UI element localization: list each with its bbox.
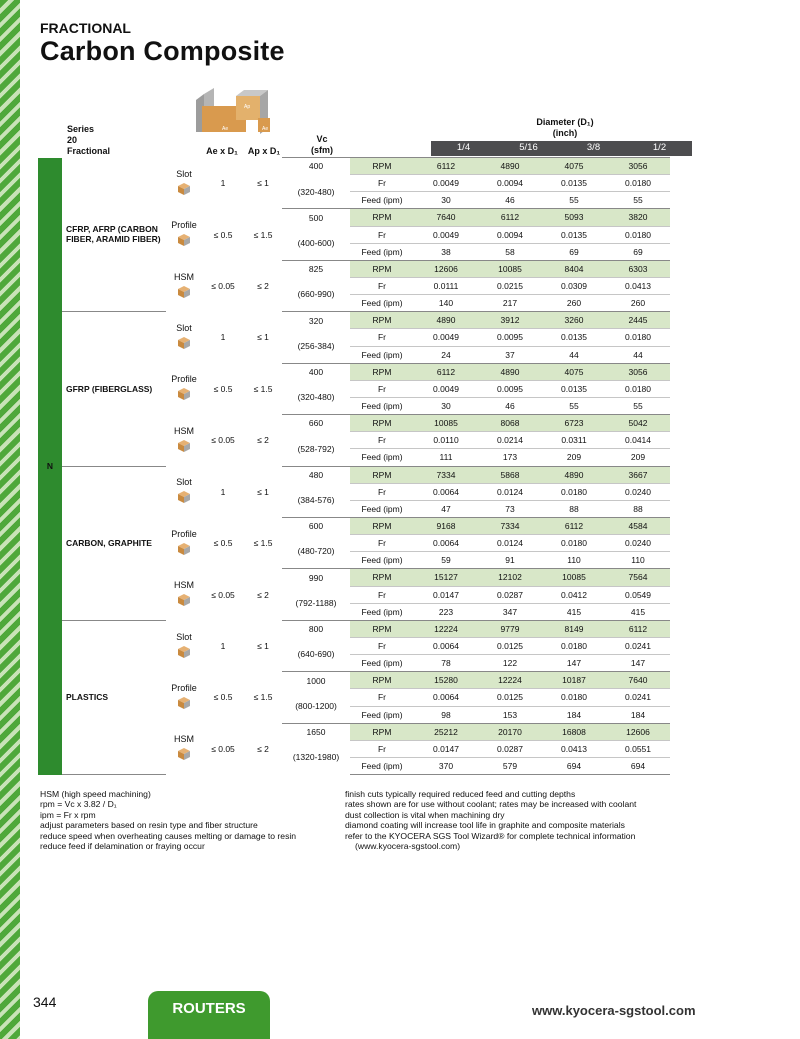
value-cell: 209	[542, 449, 606, 466]
cube-icon	[177, 496, 191, 506]
material-name: CARBON, GRAPHITE	[62, 466, 166, 620]
value-cell: 6112	[414, 158, 478, 175]
operation-label: HSM	[174, 580, 194, 591]
operation-cell	[166, 312, 202, 363]
value-cell: 147	[606, 655, 670, 672]
value-cell: 0.0240	[606, 483, 670, 500]
param-label: RPM	[350, 517, 414, 534]
value-cell: 217	[478, 295, 542, 312]
value-cell: 47	[414, 500, 478, 517]
value-cell: 59	[414, 552, 478, 569]
value-cell: 24	[414, 346, 478, 363]
param-label: Fr	[350, 226, 414, 243]
operation-label: Slot	[176, 322, 192, 333]
param-label: Fr	[350, 535, 414, 552]
value-cell: 46	[478, 397, 542, 414]
diameter-col-0: 1/4	[456, 142, 471, 153]
vc-header: Vc (sfm)	[311, 134, 333, 155]
value-cell: 0.0180	[606, 175, 670, 192]
material-name: GFRP (FIBERGLASS)	[62, 312, 166, 466]
vc-range: (320-480)	[297, 392, 335, 403]
value-cell: 0.0180	[606, 380, 670, 397]
value-cell: 0.0064	[414, 637, 478, 654]
cut-diagram	[196, 88, 278, 138]
value-cell: 25212	[414, 723, 478, 740]
diameter-col-1: 5/16	[519, 142, 538, 153]
value-cell: 0.0049	[414, 380, 478, 397]
value-cell: 58	[478, 243, 542, 260]
ap-value: ≤ 2	[257, 281, 269, 292]
ae-value: ≤ 0.05	[211, 743, 235, 754]
param-label: Fr	[350, 586, 414, 603]
value-cell: 10187	[542, 672, 606, 689]
value-cell: 88	[606, 500, 670, 517]
value-cell: 140	[414, 295, 478, 312]
value-cell: 78	[414, 655, 478, 672]
ae-value: ≤ 0.5	[213, 538, 233, 549]
ae-value: 1	[220, 332, 226, 343]
group-letter: N	[38, 158, 62, 775]
value-cell: 0.0064	[414, 689, 478, 706]
value-cell: 0.0095	[478, 329, 542, 346]
ae-header: Ae x D₁	[206, 146, 238, 156]
param-label: RPM	[350, 312, 414, 329]
value-cell: 110	[542, 552, 606, 569]
value-cell: 5868	[478, 466, 542, 483]
vc-value: 990	[282, 569, 350, 586]
notes-right: finish cuts typically required reduced feed and cutting depths rates shown are for use without coolant; rates may be increased with coolant dust collection is vital when machining dry diamond coating will increase tool life in graphite and composite materials refer to the KYOCERA SGS Tool Wizard® for complete technical information (www.kyocera-sgstool.com)	[345, 789, 637, 852]
param-label: Fr	[350, 329, 414, 346]
value-cell: 91	[478, 552, 542, 569]
value-cell: 260	[542, 295, 606, 312]
param-label: RPM	[350, 723, 414, 740]
value-cell: 0.0110	[414, 432, 478, 449]
value-cell: 122	[478, 655, 542, 672]
param-label: Fr	[350, 175, 414, 192]
value-cell: 55	[542, 397, 606, 414]
value-cell: 30	[414, 397, 478, 414]
vc-value: 480	[282, 466, 350, 483]
value-cell: 0.0241	[606, 689, 670, 706]
operation-cell	[166, 569, 202, 620]
value-cell: 4890	[542, 466, 606, 483]
value-cell: 3056	[606, 363, 670, 380]
value-cell: 0.0413	[542, 740, 606, 757]
value-cell: 15280	[414, 672, 478, 689]
value-cell: 0.0049	[414, 226, 478, 243]
param-label: RPM	[350, 672, 414, 689]
value-cell: 3260	[542, 312, 606, 329]
ap-value: ≤ 1.5	[253, 538, 273, 549]
vc-value: 400	[282, 158, 350, 175]
value-cell: 8404	[542, 260, 606, 277]
value-cell: 4584	[606, 517, 670, 534]
ae-value: 1	[220, 486, 226, 497]
speeds-feeds-table	[38, 157, 670, 775]
param-label: Feed (ipm)	[350, 757, 414, 774]
value-cell: 0.0147	[414, 586, 478, 603]
cube-icon	[177, 445, 191, 455]
value-cell: 0.0180	[542, 535, 606, 552]
value-cell: 153	[478, 706, 542, 723]
vc-range: (400-600)	[297, 237, 335, 248]
value-cell: 0.0215	[478, 277, 542, 294]
value-cell: 0.0412	[542, 586, 606, 603]
value-cell: 38	[414, 243, 478, 260]
value-cell: 9168	[414, 517, 478, 534]
value-cell: 0.0064	[414, 535, 478, 552]
value-cell: 73	[478, 500, 542, 517]
param-label: Feed (ipm)	[350, 706, 414, 723]
ae-value: ≤ 0.05	[211, 435, 235, 446]
value-cell: 7564	[606, 569, 670, 586]
operation-label: HSM	[174, 425, 194, 436]
value-cell: 0.0549	[606, 586, 670, 603]
value-cell: 37	[478, 346, 542, 363]
operation-cell	[166, 517, 202, 568]
ap-value: ≤ 1	[257, 178, 269, 189]
value-cell: 0.0049	[414, 175, 478, 192]
page-number: 344	[33, 994, 57, 1010]
operation-cell	[166, 415, 202, 466]
param-label: Feed (ipm)	[350, 603, 414, 620]
value-cell: 0.0125	[478, 637, 542, 654]
value-cell: 12224	[414, 620, 478, 637]
ap-value: ≤ 2	[257, 743, 269, 754]
ap-header: Ap x D₁	[247, 146, 281, 156]
vc-range: (660-990)	[297, 289, 335, 300]
value-cell: 5093	[542, 209, 606, 226]
vc-range: (384-576)	[297, 495, 335, 506]
operation-cell	[166, 466, 202, 517]
param-label: Feed (ipm)	[350, 655, 414, 672]
value-cell: 0.0135	[542, 329, 606, 346]
ae-value: ≤ 0.05	[211, 589, 235, 600]
table-row	[38, 466, 670, 483]
param-label: RPM	[350, 620, 414, 637]
value-cell: 46	[478, 192, 542, 209]
param-label: Fr	[350, 483, 414, 500]
value-cell: 20170	[478, 723, 542, 740]
value-cell: 7334	[414, 466, 478, 483]
vc-range: (792-1188)	[295, 597, 337, 608]
value-cell: 6112	[414, 363, 478, 380]
website-link[interactable]: www.kyocera-sgstool.com	[532, 1003, 696, 1018]
value-cell: 184	[542, 706, 606, 723]
operation-cell	[166, 158, 202, 209]
value-cell: 3667	[606, 466, 670, 483]
value-cell: 8149	[542, 620, 606, 637]
value-cell: 30	[414, 192, 478, 209]
value-cell: 0.0094	[478, 226, 542, 243]
value-cell: 173	[478, 449, 542, 466]
notes-left: HSM (high speed machining) rpm = Vc x 3.82 / D₁ ipm = Fr x rpm adjust parameters based on resin type and fiber structure reduce speed when overheating causes melting or damage to resin reduce feed if delamination or fraying occur	[40, 789, 297, 852]
operation-label: Profile	[171, 682, 197, 693]
operation-cell	[166, 363, 202, 414]
operation-label: Slot	[176, 631, 192, 642]
operation-label: Profile	[171, 528, 197, 539]
page-title: Carbon Composite	[40, 36, 285, 66]
table-row	[38, 312, 670, 329]
param-label: Fr	[350, 637, 414, 654]
ap-value: ≤ 1	[257, 641, 269, 651]
param-label: Feed (ipm)	[350, 552, 414, 569]
value-cell: 0.0214	[478, 432, 542, 449]
diameter-col-3: 1/2	[652, 142, 667, 153]
vc-value: 320	[282, 312, 350, 329]
ap-value: ≤ 1	[257, 486, 269, 497]
value-cell: 0.0135	[542, 380, 606, 397]
value-cell: 69	[606, 243, 670, 260]
vc-range: (480-720)	[297, 546, 335, 557]
value-cell: 347	[478, 603, 542, 620]
ae-label-2: Ae	[262, 126, 269, 132]
value-cell: 44	[606, 346, 670, 363]
value-cell: 694	[606, 757, 670, 774]
value-cell: 0.0180	[542, 689, 606, 706]
value-cell: 12224	[478, 672, 542, 689]
param-label: RPM	[350, 415, 414, 432]
value-cell: 0.0414	[606, 432, 670, 449]
param-label: Fr	[350, 277, 414, 294]
value-cell: 370	[414, 757, 478, 774]
vc-range: (528-792)	[297, 443, 335, 454]
material-name: PLASTICS	[62, 620, 166, 774]
value-cell: 4890	[478, 363, 542, 380]
value-cell: 0.0135	[542, 226, 606, 243]
cube-icon	[177, 599, 191, 609]
value-cell: 0.0124	[478, 535, 542, 552]
value-cell: 579	[478, 757, 542, 774]
material-name: CFRP, AFRP (CARBON FIBER, ARAMID FIBER)	[62, 158, 166, 312]
cube-icon	[177, 342, 191, 352]
operation-label: HSM	[174, 734, 194, 745]
value-cell: 0.0413	[606, 277, 670, 294]
vc-value: 400	[282, 363, 350, 380]
value-cell: 7334	[478, 517, 542, 534]
value-cell: 4075	[542, 158, 606, 175]
value-cell: 4890	[478, 158, 542, 175]
cube-icon	[177, 239, 191, 249]
value-cell: 8068	[478, 415, 542, 432]
param-label: Fr	[350, 380, 414, 397]
value-cell: 10085	[414, 415, 478, 432]
value-cell: 184	[606, 706, 670, 723]
value-cell: 223	[414, 603, 478, 620]
value-cell: 0.0094	[478, 175, 542, 192]
operation-label: Slot	[176, 477, 192, 488]
ap-label: Ap	[244, 104, 251, 110]
vc-value: 800	[282, 620, 350, 637]
ae-value: ≤ 0.5	[213, 692, 233, 703]
cube-icon	[177, 702, 191, 712]
vc-value: 1000	[282, 672, 350, 689]
vc-range: (1320-1980)	[292, 752, 340, 763]
value-cell: 9779	[478, 620, 542, 637]
diameter-header: Diameter (D₁) (inch)	[536, 117, 594, 138]
operation-cell	[166, 620, 202, 671]
diameter-col-2: 3/8	[586, 142, 601, 153]
series-label: Series 20 Fractional	[67, 124, 111, 156]
value-cell: 0.0135	[542, 175, 606, 192]
operation-cell	[166, 209, 202, 260]
ae-label: Ae	[222, 126, 229, 132]
param-label: Feed (ipm)	[350, 243, 414, 260]
vc-range: (256-384)	[297, 340, 335, 351]
value-cell: 0.0124	[478, 483, 542, 500]
value-cell: 4890	[414, 312, 478, 329]
ap-value: ≤ 1.5	[253, 229, 273, 240]
param-label: RPM	[350, 209, 414, 226]
param-label: RPM	[350, 569, 414, 586]
value-cell: 10085	[542, 569, 606, 586]
value-cell: 0.0111	[414, 277, 478, 294]
param-label: Feed (ipm)	[350, 346, 414, 363]
vc-value: 825	[282, 260, 350, 277]
ae-value: 1	[220, 178, 226, 189]
cube-icon	[177, 753, 191, 763]
value-cell: 88	[542, 500, 606, 517]
diameter-columns-bar	[431, 141, 692, 156]
operation-label: Profile	[171, 220, 197, 231]
value-cell: 55	[606, 397, 670, 414]
cube-icon	[177, 188, 191, 198]
value-cell: 0.0551	[606, 740, 670, 757]
value-cell: 12606	[414, 260, 478, 277]
value-cell: 0.0180	[606, 329, 670, 346]
value-cell: 2445	[606, 312, 670, 329]
value-cell: 4075	[542, 363, 606, 380]
page-subtitle: FRACTIONAL	[40, 20, 131, 36]
value-cell: 110	[606, 552, 670, 569]
value-cell: 260	[606, 295, 670, 312]
value-cell: 0.0064	[414, 483, 478, 500]
table-row	[38, 620, 670, 637]
cube-icon	[177, 651, 191, 661]
vc-range: (640-690)	[297, 649, 335, 660]
ap-value: ≤ 1	[257, 332, 269, 343]
value-cell: 3820	[606, 209, 670, 226]
value-cell: 0.0049	[414, 329, 478, 346]
ap-value: ≤ 2	[257, 435, 269, 446]
param-label: RPM	[350, 363, 414, 380]
operation-cell	[166, 723, 202, 774]
param-label: Fr	[350, 432, 414, 449]
param-label: RPM	[350, 466, 414, 483]
value-cell: 3056	[606, 158, 670, 175]
value-cell: 694	[542, 757, 606, 774]
value-cell: 3912	[478, 312, 542, 329]
value-cell: 147	[542, 655, 606, 672]
param-label: Fr	[350, 689, 414, 706]
ap-value: ≤ 2	[257, 589, 269, 600]
value-cell: 0.0180	[606, 226, 670, 243]
value-cell: 0.0125	[478, 689, 542, 706]
param-label: Feed (ipm)	[350, 397, 414, 414]
value-cell: 98	[414, 706, 478, 723]
value-cell: 0.0287	[478, 740, 542, 757]
value-cell: 0.0180	[542, 483, 606, 500]
operation-label: Profile	[171, 374, 197, 385]
ae-value: ≤ 0.5	[213, 229, 233, 240]
param-label: Feed (ipm)	[350, 500, 414, 517]
value-cell: 209	[606, 449, 670, 466]
cube-icon	[177, 548, 191, 558]
value-cell: 44	[542, 346, 606, 363]
operation-label: Slot	[176, 168, 192, 179]
operation-label: HSM	[174, 271, 194, 282]
value-cell: 16808	[542, 723, 606, 740]
value-cell: 0.0095	[478, 380, 542, 397]
value-cell: 415	[606, 603, 670, 620]
ap-value: ≤ 1.5	[253, 692, 273, 703]
value-cell: 69	[542, 243, 606, 260]
param-label: Feed (ipm)	[350, 295, 414, 312]
param-label: RPM	[350, 260, 414, 277]
value-cell: 6723	[542, 415, 606, 432]
param-label: RPM	[350, 158, 414, 175]
vc-value: 660	[282, 415, 350, 432]
ae-value: ≤ 0.5	[213, 383, 233, 394]
vc-value: 1650	[282, 723, 350, 740]
value-cell: 0.0311	[542, 432, 606, 449]
operation-cell	[166, 260, 202, 311]
value-cell: 55	[606, 192, 670, 209]
cube-icon	[177, 291, 191, 301]
value-cell: 0.0240	[606, 535, 670, 552]
value-cell: 12606	[606, 723, 670, 740]
value-cell: 6112	[478, 209, 542, 226]
vc-value: 600	[282, 517, 350, 534]
ap-value: ≤ 1.5	[253, 383, 273, 394]
param-label: Feed (ipm)	[350, 449, 414, 466]
value-cell: 0.0287	[478, 586, 542, 603]
routers-tab[interactable]: ROUTERS	[148, 991, 270, 1039]
table-row	[38, 158, 670, 175]
value-cell: 7640	[414, 209, 478, 226]
vc-value: 500	[282, 209, 350, 226]
param-label: Feed (ipm)	[350, 192, 414, 209]
value-cell: 415	[542, 603, 606, 620]
value-cell: 0.0147	[414, 740, 478, 757]
value-cell: 7640	[606, 672, 670, 689]
value-cell: 6112	[606, 620, 670, 637]
vc-range: (320-480)	[297, 186, 335, 197]
value-cell: 0.0241	[606, 637, 670, 654]
ae-value: 1	[220, 641, 226, 651]
param-label: Fr	[350, 740, 414, 757]
value-cell: 12102	[478, 569, 542, 586]
value-cell: 55	[542, 192, 606, 209]
value-cell: 6112	[542, 517, 606, 534]
value-cell: 6303	[606, 260, 670, 277]
vc-range: (800-1200)	[295, 700, 337, 711]
cube-icon	[177, 393, 191, 403]
value-cell: 10085	[478, 260, 542, 277]
value-cell: 15127	[414, 569, 478, 586]
ae-value: ≤ 0.05	[211, 281, 235, 292]
value-cell: 0.0309	[542, 277, 606, 294]
value-cell: 5042	[606, 415, 670, 432]
operation-cell	[166, 672, 202, 723]
side-stripe	[0, 0, 20, 1039]
value-cell: 0.0180	[542, 637, 606, 654]
value-cell: 111	[414, 449, 478, 466]
